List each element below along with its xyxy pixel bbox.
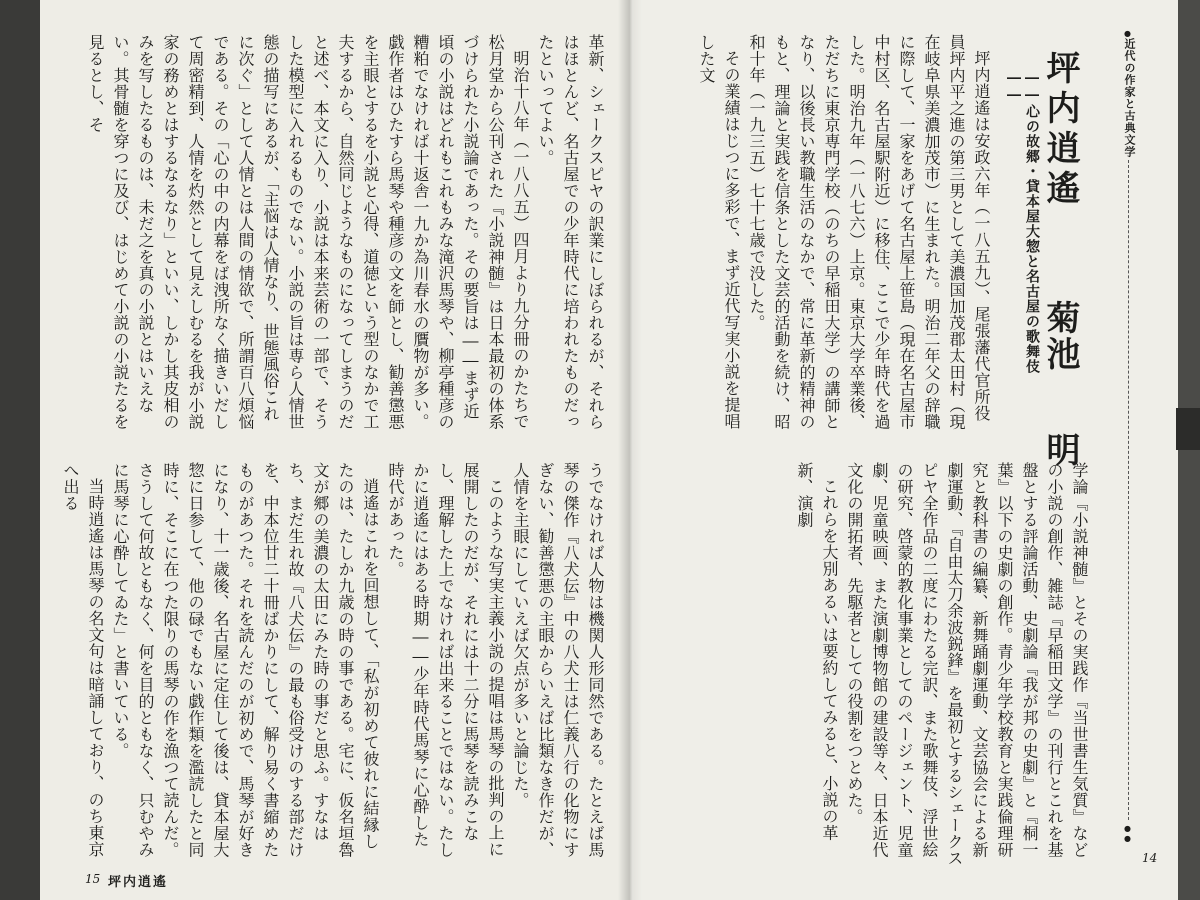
series-label: 近代の作家と古典文学: [1123, 38, 1136, 158]
paragraph: 逍遙はこれを回想して、「私が初めて彼れに結縁したのは、たしか九歳の時の事である。宅に、仮名垣魯文が郷の美濃の太田にみた時の事だと思ふ。すなはち、まだ生れ故『八犬伝』の最も俗受けのする部だけを、中本位廿二十冊ばかりにして、解り易く書縮めたものがあつた。それを読んだのが初めで、馬琴が好きになり、十一歳後、名古屋に定住して後は、貸本屋大惣に日参して、他の碌でもない戯作類を濫読したと同時に、そこに在つた限りの馬琴の作を漁つて読んだ。さうして何故ともなく、何を目的ともなく、只むやみに馬琴に心酔してゐた」と書いている。: [111, 462, 380, 858]
right-upper-text: [672, 34, 994, 434]
bullet-icon: ●: [1124, 824, 1131, 833]
paragraph: 当時逍遙は馬琴の名文句は暗誦しており、のち東京へ出る: [61, 462, 105, 858]
left-upper-text: [88, 34, 608, 434]
author-given-name: 明: [1040, 432, 1080, 468]
running-head: 坪内逍遙: [108, 875, 169, 890]
article-title: 坪内逍遙: [1040, 50, 1080, 210]
right-lower-text: [672, 462, 1092, 872]
bullet-icon: ●: [1124, 834, 1131, 843]
paragraph: 学論『小説神髄』とその実践作『当世書生気質』などの小説の創作、雑誌『早稲田文学』の刊行とこれを基盤とする評論活動、史劇論『我が邦の史劇』と『桐一葉』以下の史劇の創作。青少年学校教育と実践倫理研究と教科書の編纂、新舞踊劇運動、文芸協会による新劇運動、『自由太刀余波鋭鋒』を最初とするシェークスピヤ全作品の二度にわたる完訳、また歌舞伎、浮世絵の研究、啓蒙的教化事業としてのページェント、児童劇、児童映画、また演劇博物館の建設等々、日本近代文化の開拓者、先駆者としての役割をつとめた。: [845, 462, 1089, 867]
paragraph: これらを大別あるいは要約してみると、小説の革新、演劇: [795, 462, 839, 841]
paragraph: 坪内逍遙は安政六年（一八五九）、尾張藩代官所役員坪内平之進の第三男として美濃国加茂郡太田村（現在岐阜県美濃加茂市）に生まれた。明治二年父の辞職に際して、一家をあげて名古屋上笹島（現在名古屋市中村区、名古屋駅附近）に移住、ここで少年時代を過した。明治九年（一八七六）上京。東京大学卒業後、ただちに東京専門学校（のちの早稲田大学）の講師となり、以後長い教職生活のなかで、常に革新的精神のもと、理論と実践を信条とした文芸的活動を続け、昭和十年（一九三五）七十七歳で没した。: [747, 34, 991, 430]
page-edge: [1178, 0, 1200, 900]
paragraph: 革新、シェークスピヤの訳業にしぼられるが、それらはほとんど、名古屋での少年時代に培われたものだったといってよい。: [536, 34, 605, 430]
page-number: 15: [85, 872, 101, 886]
paragraph: その業績はじつに多彩で、まず近代写実小説を提唱した文: [697, 34, 741, 430]
paragraph: 明治十八年（一八八五）四月より九分冊のかたちで松月堂から公刊された『小説神髄』は日本最初の体系づけられた小説論であった。その要旨は――まず近頃の小説はどれもこれもみな滝沢馬琴や、柳亭種彦の糟粕でなければ十返舎一九か為川春水の贋物が多い。戯作者はひたすら馬琴や種彦の文を師とし、勧善懲悪を主眼とするを小説と心得、道徳という型のなかで工夫するから、自然同じようなものになってしまうのだと述べ、本文に入り、小説は本来芸術の一部で、そうした模型に入れるものでない。小説の旨は専ら人情世態の描写にあるが、「主悩は人情なり、世態風俗これに次ぐ」として人情とは人間の情欲で、所謂百八煩悩である。その「心の中の内幕をば洩所なく描きいだして周密精到、人情を灼然として見えしむるを我が小説家の務めとはするなるなり」といい、しかし其皮相のみを写したるものは、未だ之を真の小説とはいえない。其骨髄を穿つに及び、はじめて小説の小説たるを見るとし、そ: [86, 34, 530, 430]
article-subtitle: ――心の故郷・貸本屋大惣と名古屋の歌舞伎――: [1006, 70, 1040, 374]
series-divider: [1128, 160, 1129, 820]
series-bullet-icon: ●: [1124, 29, 1131, 38]
book-gutter: [618, 0, 642, 900]
author-family-name: 菊池: [1040, 300, 1080, 372]
page-tab: [1176, 408, 1200, 450]
left-lower-text: [61, 462, 608, 858]
page-number: 14: [1142, 851, 1158, 865]
paragraph: このような写実主義小説の提唱は馬琴の批判の上に展開したのだが、それには十二分に馬琴を読みこなし、理解した上でなければ出来ることではない。たしかに逍遙にはある時期――少年時代馬琴に心酔した時代があった。: [386, 462, 505, 858]
paragraph: うでなければ人物は機関人形同然である。たとえば馬琴の傑作『八犬伝』中の八犬士は仁義八行の化物にすぎない、勧善懲悪の主眼からいえば比類なき作だが、人情を主眼にしていえば欠点が多いと論じた。: [511, 462, 605, 858]
